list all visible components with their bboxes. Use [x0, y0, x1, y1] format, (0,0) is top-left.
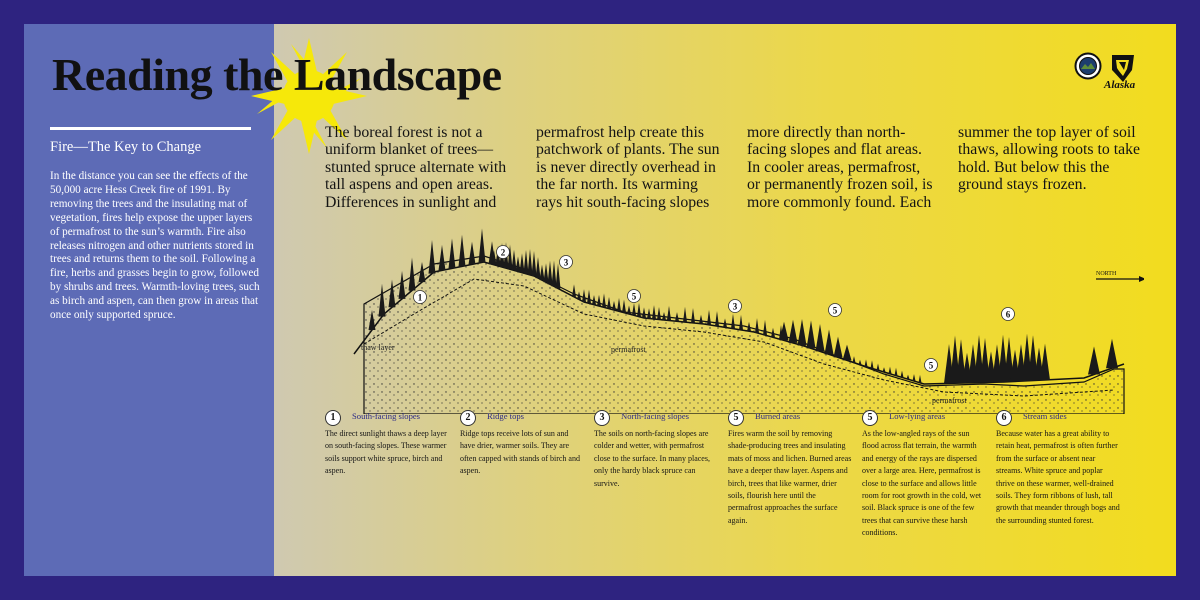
tree-icon — [834, 337, 843, 358]
zone-number: 2 — [460, 410, 476, 426]
sidebar-text: In the distance you can see the effects of the 50,000 acre Hess Creek fire of 1991. By removing the trees and the insulating mat of vegetation, fires help expose the upper layers of permafrost to the sun’s warmth. Fire also releases nitrogen and other nutrients stored in trees and returns them to the soil. Following a fire, herbs and grasses begin to grow, followed by shrubs and trees. Warmth-loving trees, such as birch and aspen, can then grow in areas that once only supported spruce. — [50, 170, 260, 322]
tree-icon — [843, 345, 852, 361]
tree-icon — [871, 360, 874, 368]
tree-icon — [479, 228, 486, 262]
tree-icon — [652, 305, 656, 319]
tree-icon — [789, 320, 798, 343]
tree-icon — [622, 299, 626, 312]
tree-icon — [807, 320, 816, 348]
tree-icon — [617, 298, 621, 311]
zone-north-facing — [594, 410, 718, 490]
intro-text: The boreal forest is not a uniform blanket of trees—stunted spruce alternate with tall aspens and open areas. Differences in sunlight and permafrost help create this patchwork of plants. The sun is never directly overhead in the far north. Its warming rays hit south-facing slopes more directly than north-facing slopes and flat areas. In cooler areas, permafrost, or permanently frozen soil, is more commonly found. Each summer the top layer of soil thaws, allowing roots to take hold. But below this the ground stays frozen. — [325, 124, 1141, 211]
thaw-layer-label: thaw layer — [361, 343, 395, 352]
tree-icon — [582, 289, 586, 302]
tree-icon — [612, 301, 616, 310]
zone-ridge-tops — [460, 410, 584, 478]
tree-icon — [532, 251, 537, 276]
tree-icon — [683, 307, 687, 322]
tree-icon — [859, 360, 862, 365]
zone-text: Fires warm the soil by removing shade-producing trees and insulating mats of moss and lichen. Burned areas have a deeper thaw layer. Aspens and birch, trees that like warmer, drier soils, flourish here until the permafrost approaches the surface again. — [728, 429, 852, 525]
marker-number: 3 — [732, 301, 738, 312]
zone-number: 1 — [325, 410, 341, 426]
marker-number: 6 — [1005, 309, 1011, 320]
tree-icon — [632, 303, 636, 315]
tree-icon — [889, 367, 892, 374]
tree-icon — [469, 242, 476, 265]
zone-title: South-facing slopes — [352, 411, 421, 421]
tree-icon — [647, 308, 651, 318]
tree-icon — [548, 261, 553, 285]
tree-icon — [524, 250, 529, 274]
blm-shield-icon — [1112, 55, 1134, 82]
tree-icon — [627, 305, 631, 314]
tree-icon — [739, 315, 743, 330]
tree-icon — [637, 303, 641, 317]
zone-number: 6 — [996, 410, 1012, 426]
interpretive-panel — [24, 24, 1176, 576]
tree-icon — [667, 306, 671, 321]
tree-icon — [1088, 346, 1100, 374]
tree-icon — [528, 249, 533, 275]
tree-icon — [755, 318, 759, 333]
zone-text: The soils on north-facing slopes are colder and wetter, with permafrost close to the surface. In many places, only the hardy black spruce can survive. — [594, 429, 710, 488]
permafrost-label-2: permafrost — [932, 396, 967, 405]
tree-icon — [723, 318, 727, 327]
tree-icon — [409, 258, 416, 291]
north-label: NORTH — [1096, 271, 1117, 277]
zone-number: 5 — [728, 410, 744, 426]
zone-south-facing — [325, 410, 449, 478]
zone-text: As the low-angled rays of the sun flood across flat terrain, the warmth and energy of the rays are dispersed over a large area. Here, permafrost is close to the surface and allows little room for root growth in the cold, wet soil. Black spruce is one of the few trees that can survive these harsh conditions. — [862, 429, 982, 538]
zone-stream-sides — [996, 410, 1120, 527]
marker-number: 5 — [832, 305, 838, 316]
tree-icon — [771, 328, 775, 338]
tree-icon — [1040, 344, 1050, 380]
heading-divider — [50, 127, 251, 130]
marker-number: 5 — [928, 360, 934, 371]
zone-number: 5 — [862, 410, 878, 426]
marker-number: 1 — [417, 292, 423, 303]
tree-icon — [536, 257, 541, 278]
zone-low-lying — [862, 410, 986, 540]
zone-title: Ridge tops — [487, 411, 525, 421]
tree-icon — [901, 371, 904, 378]
zone-title: Low-lying areas — [889, 411, 946, 421]
tree-icon — [587, 290, 591, 304]
tree-icon — [919, 375, 922, 383]
tree-icon — [877, 364, 880, 371]
tree-icon — [763, 320, 767, 335]
seal-icon — [1076, 54, 1101, 79]
zone-title: Burned areas — [755, 411, 801, 421]
permafrost-label-1: permafrost — [611, 345, 646, 354]
tree-icon — [825, 330, 834, 355]
tree-icon — [675, 312, 679, 321]
tree-icon — [913, 374, 916, 381]
tree-icon — [691, 308, 695, 323]
logo-caption: Alaska — [1104, 79, 1136, 91]
page-title: Reading the Landscape — [52, 49, 502, 100]
sidebar-heading: Fire—The Key to Change — [50, 139, 202, 155]
tree-icon — [816, 324, 825, 351]
tree-icon — [439, 245, 446, 271]
tree-icon — [552, 260, 557, 286]
zone-text: Because water has a great ability to retain heat, permafrost is often further from the surface or absent near streams. White spruce and poplar thrive on these warmer, well-drained soils. They form ribbons of lush, tall growth that meander through bogs and the surrounding stunted forest. — [996, 429, 1120, 525]
tree-icon — [607, 297, 611, 309]
tree-icon — [715, 311, 719, 326]
tree-icon — [592, 295, 596, 305]
tree-icon — [895, 368, 898, 376]
tree-icon — [883, 367, 886, 372]
tree-icon — [556, 263, 561, 288]
zone-title: Stream sides — [1023, 411, 1067, 421]
marker-number: 2 — [500, 247, 506, 258]
tree-icon — [699, 315, 703, 324]
zone-burned — [728, 410, 852, 527]
tree-icon — [544, 263, 549, 282]
landscape-diagram — [324, 214, 1144, 414]
tree-icon — [642, 307, 646, 318]
tree-icon — [572, 284, 576, 297]
tree-icon — [512, 250, 517, 271]
tree-icon — [1106, 339, 1118, 368]
agency-logos — [1074, 52, 1150, 102]
tree-icon — [459, 235, 466, 267]
tree-icon — [540, 265, 545, 281]
tree-icon — [520, 253, 525, 272]
tree-icon — [853, 356, 856, 363]
zone-text: Ridge tops receive lots of sun and have drier, warmer soils. They are often capped with stands of birch and aspen. — [460, 429, 580, 476]
zone-text: The direct sunlight thaws a deep layer on south-facing slopes. These warmer soils support white spruce, birch and aspen. — [325, 429, 447, 476]
zone-title: North-facing slopes — [621, 411, 690, 421]
tree-icon — [516, 256, 521, 271]
tree-icon — [429, 240, 436, 274]
tree-icon — [707, 310, 711, 325]
tree-icon — [865, 359, 868, 366]
zone-number: 3 — [594, 410, 610, 426]
tree-icon — [798, 319, 807, 345]
marker-number: 5 — [631, 291, 637, 302]
tree-icon — [602, 293, 606, 307]
tree-icon — [449, 238, 456, 268]
tree-icon — [657, 307, 661, 320]
tree-icon — [907, 375, 910, 380]
tree-icon — [597, 295, 601, 306]
tree-icon — [731, 314, 735, 329]
marker-number: 3 — [563, 257, 569, 268]
